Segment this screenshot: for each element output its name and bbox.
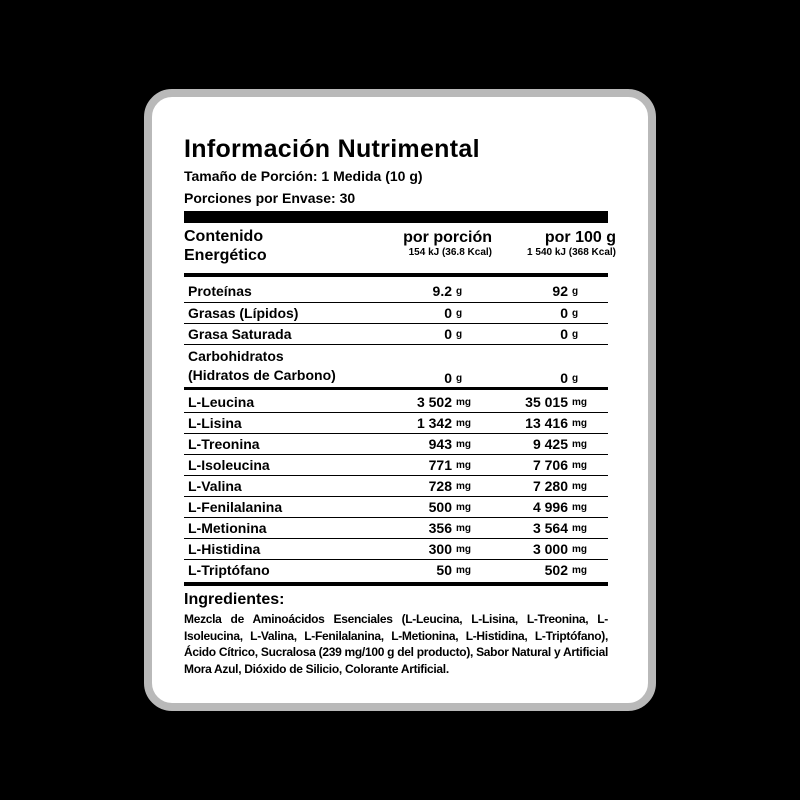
per-serving-unit: mg — [456, 397, 471, 408]
nutrition-label-card — [144, 89, 656, 711]
per-100g-unit: mg — [572, 544, 587, 555]
per-serving-unit: mg — [456, 481, 471, 492]
per-100g-header — [527, 229, 616, 259]
per-serving-value: 9.2 — [432, 283, 452, 299]
per-serving-header — [403, 229, 492, 259]
per-100g-unit: g — [572, 308, 579, 319]
per-serving-value: 771 — [428, 457, 452, 473]
per-100g-value: 0 — [560, 370, 568, 386]
amino-name: L-Treonina — [188, 436, 260, 452]
row-divider — [184, 538, 608, 539]
row-divider — [184, 412, 608, 413]
per-serving-value: 500 — [428, 499, 452, 515]
amino-name: L-Lisina — [188, 415, 242, 431]
per-serving-unit: mg — [456, 523, 471, 534]
row-divider — [184, 323, 608, 324]
amino-acids-divider — [184, 387, 608, 390]
per-100g-unit: mg — [572, 481, 587, 492]
per-100g-value: 92 — [552, 283, 568, 299]
table-bottom-divider — [184, 582, 608, 586]
per-serving-unit: g — [456, 329, 463, 340]
row-divider — [184, 475, 608, 476]
amino-name: L-Triptófano — [188, 562, 270, 578]
per-100g-energy: 1 540 kJ (368 Kcal) — [527, 247, 616, 258]
nutrient-name-line2: (Hidratos de Carbono) — [188, 367, 336, 383]
per-serving-unit: mg — [456, 502, 471, 513]
per-100g-unit: mg — [572, 523, 587, 534]
ingredients-title: Ingredientes: — [184, 591, 285, 608]
ingredients-text: Mezcla de Aminoácidos Esenciales (L-Leucina, L-Lisina, L-Treonina, L-Isoleucina, L-Valina, L-Fenilalanina, L-Metionina, L-Histidina, L-Triptófano), Ácido Cítrico, Sucralosa (239 mg/100 g del producto), Sabor Natural y Artificial Mora Azul, Dióxido de Silicio, Colorante Artificial. — [184, 612, 608, 676]
per-100g-unit: g — [572, 286, 579, 297]
per-serving-unit: mg — [456, 565, 471, 576]
per-100g-unit: mg — [572, 460, 587, 471]
per-serving-unit: g — [456, 308, 463, 319]
nutrient-name — [188, 347, 336, 385]
row-divider — [184, 496, 608, 497]
per-serving-value: 0 — [444, 326, 452, 342]
serving-size: Tamaño de Porción: 1 Medida (10 g) — [184, 168, 423, 184]
per-100g-value: 9 425 — [532, 436, 568, 452]
per-100g-value: 3 000 — [532, 541, 568, 557]
energy-label-line2: Energético — [184, 247, 267, 264]
energy-content-label — [184, 227, 267, 265]
per-serving-value: 50 — [436, 562, 452, 578]
per-serving-value: 943 — [428, 436, 452, 452]
per-serving-value: 1 342 — [416, 415, 452, 431]
per-serving-value: 728 — [428, 478, 452, 494]
per-100g-value: 3 564 — [532, 520, 568, 536]
per-100g-unit: mg — [572, 502, 587, 513]
amino-name: L-Fenilalanina — [188, 499, 283, 515]
row-divider — [184, 344, 608, 345]
row-divider — [184, 433, 608, 434]
row-divider — [184, 454, 608, 455]
per-100g-label: por 100 g — [544, 229, 616, 246]
row-divider — [184, 559, 608, 560]
per-serving-unit: mg — [456, 439, 471, 450]
per-serving-value: 356 — [428, 520, 452, 536]
per-serving-unit: mg — [456, 460, 471, 471]
per-100g-unit: g — [572, 329, 579, 340]
per-serving-value: 0 — [444, 370, 452, 386]
per-serving-unit: mg — [456, 544, 471, 555]
per-serving-unit: mg — [456, 418, 471, 429]
amino-name: L-Valina — [188, 478, 242, 494]
per-100g-unit: g — [572, 373, 579, 384]
per-serving-value: 300 — [428, 541, 452, 557]
per-100g-unit: mg — [572, 439, 587, 450]
per-serving-unit: g — [456, 373, 463, 384]
per-100g-unit: mg — [572, 565, 587, 576]
per-100g-value: 0 — [560, 305, 568, 321]
per-serving-unit: g — [456, 286, 463, 297]
energy-divider — [184, 273, 608, 277]
per-serving-value: 3 502 — [416, 394, 452, 410]
per-100g-unit: mg — [572, 397, 587, 408]
per-serving-energy: 154 kJ (36.8 Kcal) — [408, 247, 492, 258]
per-100g-value: 502 — [544, 562, 568, 578]
nutrient-name: Grasas (Lípidos) — [188, 305, 299, 321]
per-100g-value: 7 706 — [532, 457, 568, 473]
amino-name: L-Histidina — [188, 541, 261, 557]
energy-label-line1: Contenido — [184, 228, 264, 245]
per-100g-value: 0 — [560, 326, 568, 342]
label-title: Información Nutrimental — [184, 135, 480, 163]
nutrient-name: Grasa Saturada — [188, 326, 292, 342]
per-100g-value: 13 416 — [525, 415, 568, 431]
header-divider-thick — [184, 211, 608, 223]
amino-name: L-Isoleucina — [188, 457, 270, 473]
row-divider — [184, 302, 608, 303]
amino-name: L-Leucina — [188, 394, 255, 410]
nutrient-name: Proteínas — [188, 283, 252, 299]
per-100g-value: 35 015 — [525, 394, 568, 410]
per-serving-label: por porción — [403, 229, 492, 246]
per-100g-unit: mg — [572, 418, 587, 429]
per-100g-value: 7 280 — [532, 478, 568, 494]
per-100g-value: 4 996 — [532, 499, 568, 515]
amino-name: L-Metionina — [188, 520, 267, 536]
servings-per-container: Porciones por Envase: 30 — [184, 190, 356, 206]
per-serving-value: 0 — [444, 305, 452, 321]
row-divider — [184, 517, 608, 518]
nutrient-name-line1: Carbohidratos — [188, 348, 284, 364]
